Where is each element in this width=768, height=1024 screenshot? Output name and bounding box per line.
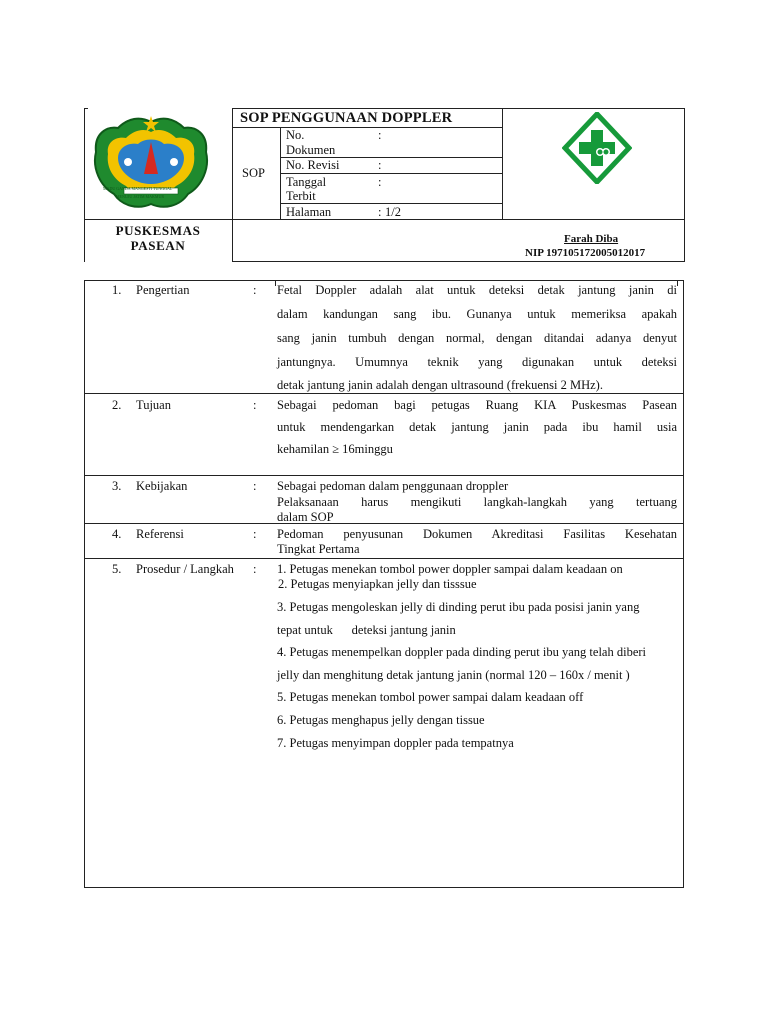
section-colon: : [253, 562, 257, 576]
section-text-line: dalam SOP [277, 510, 334, 524]
section-text-line: Sebagai pedoman bagi petugas Ruang KIA Puskesmas Pasean [277, 398, 677, 412]
field-halaman-label: Halaman [286, 205, 332, 219]
section-colon: : [253, 479, 257, 493]
sop-label: SOP [242, 166, 265, 180]
section-colon: : [253, 283, 257, 297]
section-number: 2. [112, 398, 122, 412]
org-name-line1: PUSKESMAS [115, 223, 201, 238]
signer-nip: NIP 197105172005012017 [525, 247, 646, 259]
section-number: 4. [112, 527, 122, 541]
section-number: 5. [112, 562, 122, 576]
logo-text: MADU GANDA MANGESTI TUNGGAL [103, 186, 173, 191]
section-text-line: Pedoman penyusunan Dokumen Akreditasi Fasilitas Kesehatan [277, 527, 677, 541]
section-text-line: sang janin tumbuh dengan normal, dengan ditandai adanya denyut [277, 331, 677, 345]
section-title: Kebijakan [136, 479, 188, 493]
section-title: Pengertian [136, 283, 190, 297]
procedure-step: 1. Petugas menekan tombol power doppler sampai dalam keadaan on [277, 562, 623, 576]
procedure-step: 3. Petugas mengoleskan jelly di dinding perut ibu pada posisi janin yang [277, 600, 640, 614]
procedure-step: 7. Petugas menyimpan doppler pada tempatnya [277, 736, 514, 750]
section-text-line: jantungnya. Umumnya teknik yang digunakan untuk deteksi [277, 355, 677, 369]
section-number: 3. [112, 479, 122, 493]
field-no-dokumen-colon: : [378, 128, 382, 142]
procedure-step: 2. Petugas menyiapkan jelly dan tisssue [278, 577, 477, 591]
org-name-line2: PASEAN [130, 238, 186, 253]
field-tanggal-label: Tanggal [286, 175, 327, 189]
ministry-logo [562, 112, 632, 184]
field-no-revisi-colon: : [378, 158, 382, 172]
signer-name: Farah Diba [564, 233, 619, 245]
procedure-step: jelly dan menghitung detak jantung janin (normal 120 – 160x / menit ) [277, 668, 630, 682]
field-no-revisi-label: No. Revisi [286, 158, 340, 172]
section-title: Referensi [136, 527, 184, 541]
section-text-line: Sebagai pedoman dalam penggunaan droppler [277, 479, 509, 493]
section-text-line: detak jantung janin adalah dengan ultrasound (frekuensi 2 MHz). [277, 378, 603, 392]
section-text-line: untuk mendengarkan detak jantung janin pada ibu hamil usia [277, 420, 677, 434]
logo-motto: MENUJU JATIM MAKMUR [116, 194, 165, 199]
field-tanggal-label-2: Terbit [286, 189, 316, 203]
procedure-step: 4. Petugas menempelkan doppler pada dinding perut ibu yang telah diberi [277, 645, 647, 659]
section-title: Prosedur / Langkah [136, 562, 234, 576]
procedure-step: tepat untuk deteksi jantung janin [277, 623, 456, 637]
health-cross-icon [562, 112, 632, 184]
document-title: SOP PENGGUNAAN DOPPLER [240, 110, 453, 126]
section-text-line: dalam kandungan sang ibu. Gunanya untuk memeriksa apakah [277, 307, 677, 321]
field-no-dokumen-label-2: Dokumen [286, 143, 336, 157]
procedure-step: 6. Petugas menghapus jelly dengan tissue [277, 713, 485, 727]
section-colon: : [253, 527, 257, 541]
field-tanggal-colon: : [378, 175, 382, 189]
section-text-line: Tingkat Pertama [277, 542, 360, 556]
field-halaman-colon: : [378, 205, 382, 219]
section-number: 1. [112, 283, 122, 297]
section-title: Tujuan [136, 398, 171, 412]
section-colon: : [253, 398, 257, 412]
field-no-dokumen-label: No. [286, 128, 305, 142]
field-halaman-value: 1/2 [385, 205, 401, 219]
procedure-step: 5. Petugas menekan tombol power sampai dalam keadaan off [277, 690, 584, 704]
section-text-line: Pelaksanaan harus mengikuti langkah-langkah yang tertuang [277, 495, 677, 509]
section-text-line: Fetal Doppler adalah alat untuk deteksi detak jantung janin di [277, 283, 677, 297]
section-text-line: kehamilan ≥ 16minggu [277, 442, 393, 456]
